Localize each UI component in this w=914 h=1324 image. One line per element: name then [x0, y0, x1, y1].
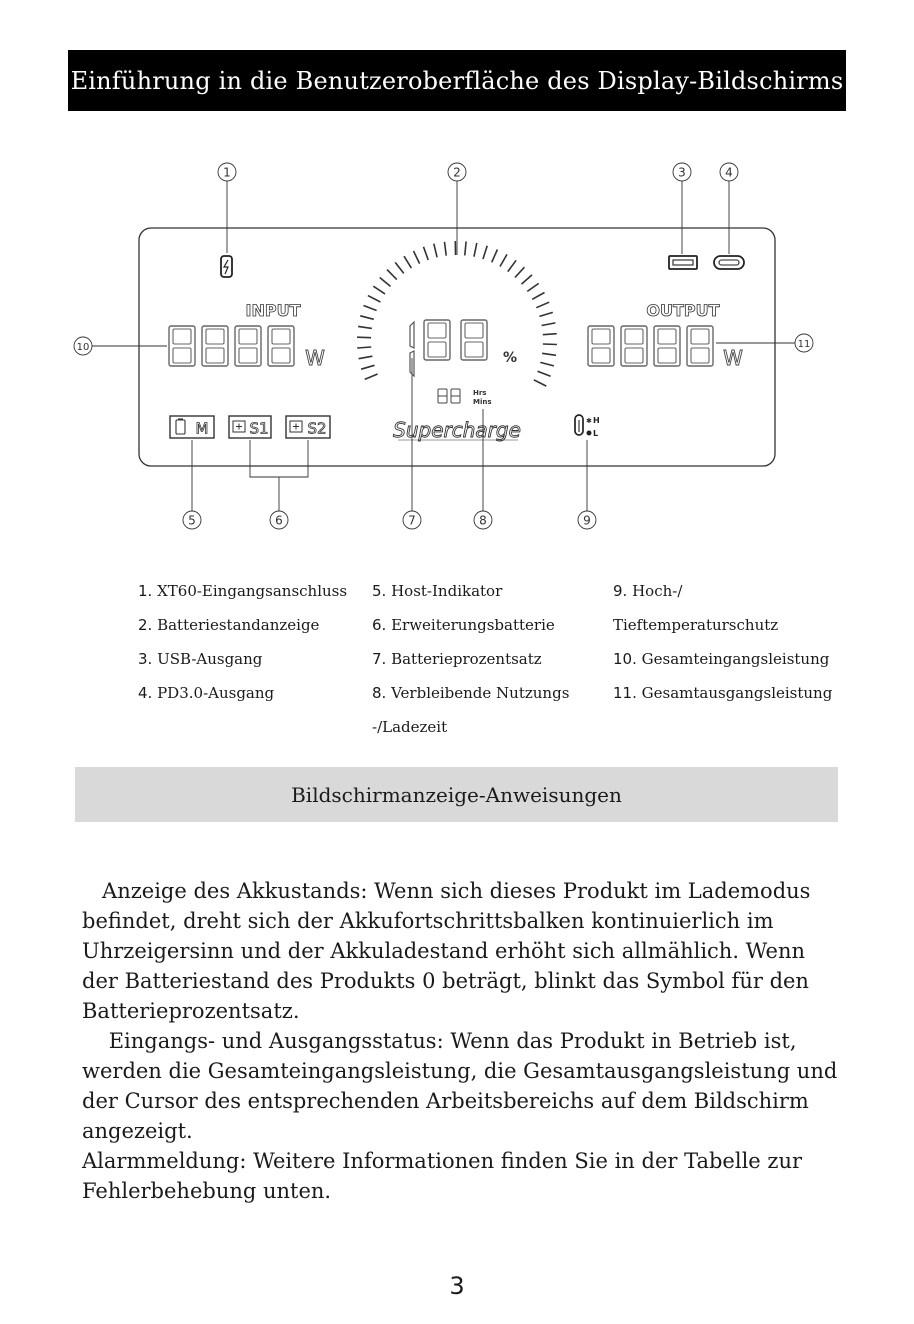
mode-m-label: M [195, 419, 209, 438]
legend-text: Erweiterungsbatterie [391, 616, 555, 634]
legend-item [138, 608, 347, 642]
legend-column-3 [613, 574, 832, 710]
battery-ring-segment [404, 256, 411, 268]
percent-unit: % [502, 350, 518, 366]
legend-number: 6. [372, 616, 387, 634]
thermometer-icon [575, 415, 600, 438]
output-power-digits [588, 326, 713, 366]
svg-text:6: 6 [275, 513, 283, 528]
callout-2 [448, 163, 466, 255]
svg-text:7: 7 [408, 513, 416, 528]
legend-text: Verbleibende Nutzungs [391, 684, 570, 702]
battery-ring-segment [543, 344, 557, 345]
mode-s2-label: S2 [307, 419, 327, 438]
battery-ring-segment [515, 267, 524, 277]
input-watt-unit: W [305, 346, 325, 370]
callout-7 [403, 358, 421, 529]
instructions-text [82, 876, 842, 1206]
paragraph-battery-display: Anzeige des Akkustands: Wenn sich dieses Produkt im Lademodus befindet, dreht sich der Akkufortschrittsbalken kontinuierlich im Uhrzeigersinn und der Akkuladestand erhöht sich allmählich. Wenn der Batteriestand des Produkts 0 beträgt, blinkt das Symbol für den Batterieprozentsatz. [82, 879, 811, 1023]
temp-high-label: H [593, 416, 600, 425]
svg-text:1: 1 [223, 165, 231, 180]
usb-c-port-icon [714, 256, 744, 269]
battery-ring-segment [508, 260, 516, 271]
legend-text: Batterieprozentsatz [391, 650, 542, 668]
legend-number: 7. [372, 650, 387, 668]
battery-ring-segment [542, 323, 556, 326]
legend-number: 2. [138, 616, 153, 634]
callout-9 [578, 440, 596, 529]
legend-text: Gesamteingangsleistung [641, 650, 830, 668]
battery-ring-segment [357, 347, 371, 348]
temp-low-label: L [593, 429, 599, 438]
battery-ring-segment [395, 262, 404, 273]
legend-number: 3. [138, 650, 153, 668]
battery-ring-segment [373, 286, 385, 294]
battery-ring-segment [483, 246, 487, 259]
battery-ring-segment [492, 250, 498, 263]
battery-ring-segment [380, 278, 391, 287]
host-indicator [170, 416, 214, 438]
battery-ring-segment [368, 296, 381, 302]
section-title: Bildschirmanzeige-Anweisungen [75, 767, 838, 822]
battery-level-ring [357, 241, 557, 386]
legend-item [372, 642, 569, 676]
legend-item [138, 574, 347, 608]
legend-text: Batteriestandanzeige [157, 616, 320, 634]
battery-ring-segment [522, 275, 533, 284]
legend-text: XT60-Eingangsanschluss [157, 582, 348, 600]
legend-item [372, 608, 569, 642]
svg-text:3: 3 [678, 165, 686, 180]
battery-ring-segment [534, 380, 547, 386]
legend-item [138, 642, 347, 676]
legend-number: 4. [138, 684, 153, 702]
legend-text: PD3.0-Ausgang [157, 684, 275, 702]
battery-ring-segment [474, 243, 477, 257]
callout-4 [720, 163, 738, 254]
output-label: OUTPUT [646, 301, 720, 320]
display-diagram [0, 150, 914, 540]
callout-10 [74, 337, 167, 355]
battery-ring-segment [527, 283, 538, 291]
battery-ring-segment [500, 254, 507, 266]
extension-battery-s2 [286, 416, 330, 438]
legend-item [613, 676, 832, 710]
battery-ring-segment [357, 337, 371, 338]
battery-ring-segment [543, 334, 557, 335]
battery-ring-segment [538, 371, 551, 376]
battery-ring-segment [364, 306, 377, 311]
svg-text:4: 4 [725, 165, 733, 180]
remaining-time-digits [438, 389, 460, 403]
legend-item [372, 574, 569, 608]
legend-number: 5. [372, 582, 387, 600]
legend-text: USB-Ausgang [157, 650, 263, 668]
battery-ring-segment [358, 326, 372, 328]
legend-text: Tieftemperaturschutz [613, 616, 779, 634]
battery-ring-segment [539, 312, 552, 316]
svg-text:8: 8 [479, 513, 487, 528]
callout-5 [183, 440, 201, 529]
battery-ring-segment [360, 316, 374, 320]
battery-ring-segment [434, 244, 437, 258]
legend-number: 10. [613, 650, 637, 668]
legend-column-1 [138, 574, 347, 710]
legend-text: Hoch-/ [632, 582, 683, 600]
legend-number: 1. [138, 582, 153, 600]
usb-port-icon [669, 256, 697, 269]
mode-s1-label: S1 [249, 419, 269, 438]
battery-ring-segment [414, 251, 420, 264]
callout-3 [673, 163, 691, 254]
svg-text:9: 9 [583, 513, 591, 528]
callout-6 [250, 440, 308, 529]
legend-number: 9. [613, 582, 628, 600]
legend-column-2 [372, 574, 569, 744]
battery-percent-digits [410, 320, 487, 376]
legend-text: -/Ladezeit [372, 718, 448, 736]
battery-ring-segment [361, 365, 374, 369]
paragraph-alarm: Alarmmeldung: Weitere Informationen finden Sie in der Tabelle zur Fehlerbehebung unten. [82, 1149, 803, 1203]
input-label: INPUT [245, 301, 301, 320]
callout-1 [218, 163, 236, 253]
svg-text:✱: ✱ [586, 417, 592, 425]
legend-item [613, 642, 832, 676]
legend-text: Gesamtausgangsleistung [641, 684, 833, 702]
hrs-label: Hrs [473, 389, 487, 397]
xt60-input-icon [221, 256, 232, 277]
legend-item [138, 676, 347, 710]
legend-text: Host-Indikator [391, 582, 503, 600]
battery-ring-segment [445, 242, 447, 256]
input-power-digits [169, 326, 294, 366]
svg-text:2: 2 [453, 165, 461, 180]
battery-ring-segment [359, 356, 373, 359]
legend-item [372, 676, 569, 710]
legend-number: 11. [613, 684, 637, 702]
output-watt-unit: W [723, 346, 743, 370]
legend-item [372, 710, 569, 744]
svg-text:11: 11 [797, 339, 811, 350]
battery-ring-segment [536, 302, 549, 308]
supercharge-logo: Supercharge [393, 418, 521, 442]
legend-item [613, 574, 832, 608]
legend-number: 8. [372, 684, 387, 702]
page-title: Einführung in die Benutzeroberfläche des Display-Bildschirms [68, 50, 846, 111]
page-number: 3 [449, 1272, 465, 1300]
battery-ring-segment [365, 374, 378, 379]
paragraph-io-status: Eingangs- und Ausgangsstatus: Wenn das Produkt in Betrieb ist, werden die Gesamteingangsleistung, die Gesamtausgangsleistung und der Cursor des entsprechenden Arbeitsbereichs auf dem Bildschirm angezeigt. [82, 1029, 838, 1143]
battery-ring-segment [540, 362, 554, 366]
battery-ring-segment [542, 353, 556, 355]
mins-label: Mins [473, 398, 492, 406]
battery-ring-segment [532, 293, 544, 300]
battery-ring-segment [465, 241, 466, 255]
extension-battery-s1 [229, 416, 271, 438]
svg-text:10: 10 [76, 342, 90, 353]
battery-ring-segment [424, 247, 429, 260]
legend-item [613, 608, 832, 642]
svg-text:5: 5 [188, 513, 196, 528]
battery-ring-segment [387, 270, 397, 280]
